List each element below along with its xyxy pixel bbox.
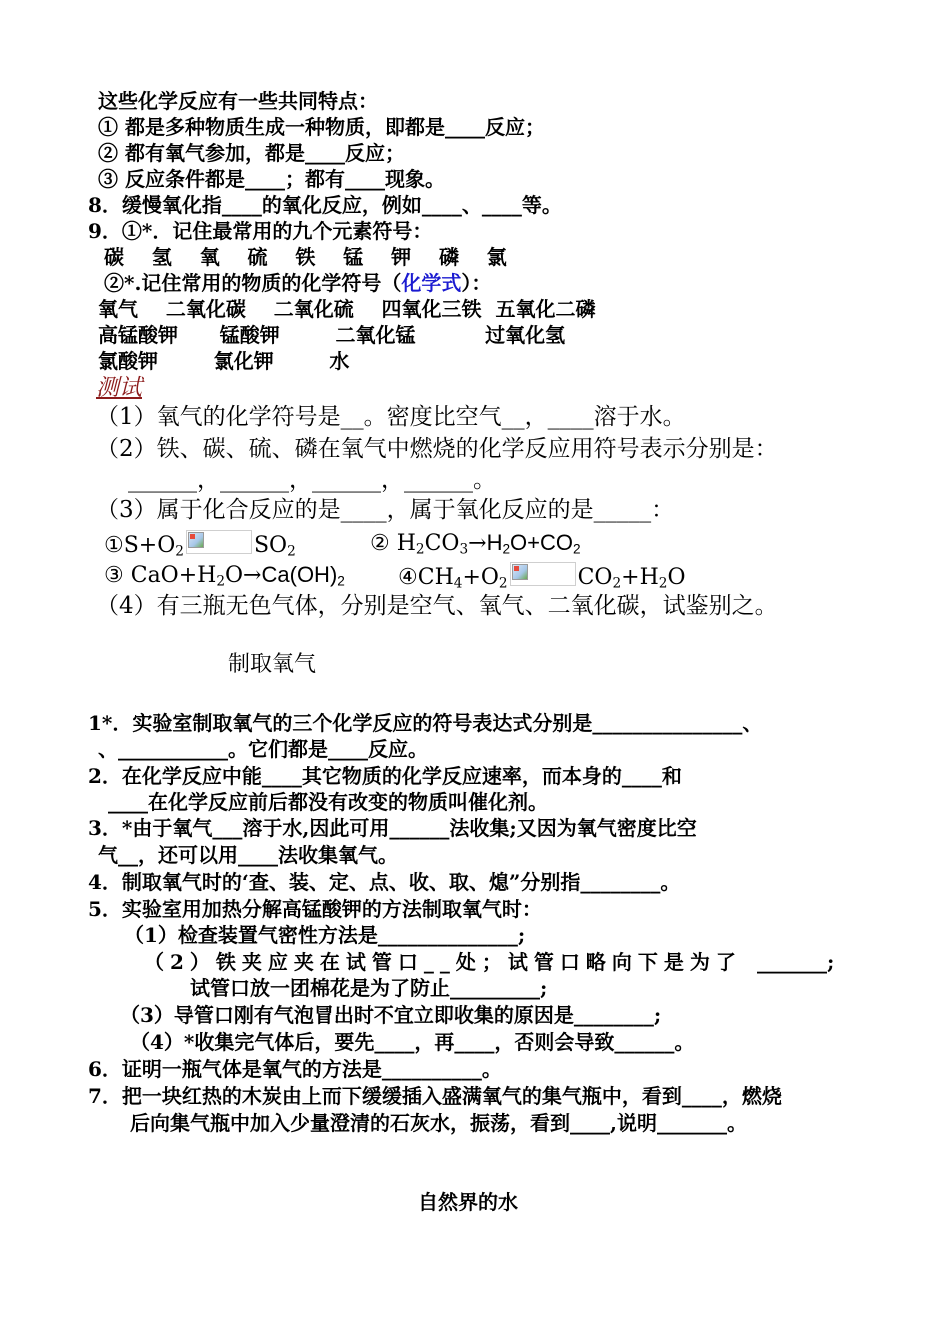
text-span: ①	[104, 533, 124, 558]
subscript: 2	[502, 541, 511, 557]
formula-heading	[104, 272, 491, 295]
text-span: CaO+H	[130, 563, 217, 588]
subscript: 2	[612, 575, 622, 592]
prep-question-2-cont: ____在化学反应前后都没有改变的物质叫催化剂。	[108, 790, 548, 814]
subscript: 2	[216, 573, 226, 590]
reaction-condition-image	[186, 530, 252, 554]
prep-question-1-cont: 、___________。它们都是____反应。	[98, 737, 428, 761]
text-line: ③ 反应条件都是____；都有____现象。	[98, 167, 445, 191]
text-span: H	[396, 531, 416, 556]
text-span: ②*.记住常用的物质的化学符号（	[104, 271, 402, 295]
prep-question-5-2-blank: _______;	[757, 950, 835, 974]
subscript: 4	[453, 575, 463, 592]
text-line: 这些化学反应有一些共同特点：	[98, 89, 378, 113]
test-question-2: （2）铁、碳、硫、磷在氧气中燃烧的化学反应用符号表示分别是：	[96, 436, 778, 462]
subscript: 3	[459, 541, 469, 558]
substance-list: 氯酸钾 氯化钾 水	[98, 349, 350, 373]
equation-4	[398, 562, 685, 592]
substance-list: 氧气 二氧化碳 二氧化硫 四氧化三铁 五氧化二磷	[98, 297, 596, 321]
prep-question-5: 5．实验室用加热分解高锰酸钾的方法制取氧气时：	[88, 897, 542, 921]
test-heading: 测试	[96, 375, 142, 401]
text-span: +H	[621, 565, 659, 590]
text-span: H	[486, 530, 503, 555]
equation-1	[104, 530, 296, 560]
prep-question-5-3: （3）导管口刚有气泡冒出时不宜立即收集的原因是________;	[120, 1003, 662, 1027]
prep-question-7-cont: 后向集气瓶中加入少量澄清的石灰水，振荡，看到____,说明_______。	[130, 1111, 747, 1135]
broken-image-icon	[188, 532, 204, 548]
test-question-3: （3）属于化合反应的是____，属于氧化反应的是_____：	[96, 497, 675, 523]
substance-list: 高锰酸钾 锰酸钾 二氧化锰 过氧化氢	[98, 323, 566, 347]
text-span: S+O	[123, 533, 176, 558]
test-question-1: （1）氧气的化学符号是__。密度比空气__，____溶于水。	[96, 404, 686, 430]
text-span: O+CO	[510, 530, 574, 555]
test-question-2-blanks: ______，______，______，______。	[128, 467, 496, 493]
prep-question-5-1: （1）检查装置气密性方法是______________;	[124, 923, 526, 947]
text-span: CH	[417, 565, 454, 590]
prep-question-4: 4．制取氧气时的‘查、装、定、点、收、取、熄”分别指________。	[88, 870, 681, 894]
subscript: 2	[573, 541, 581, 557]
prep-question-6: 6．证明一瓶气体是氧气的方法是__________。	[88, 1057, 502, 1081]
text-span: CO	[577, 565, 613, 590]
prep-question-1: 1*．实验室制取氧气的三个化学反应的符号表达式分别是_______________、	[88, 711, 763, 735]
element-list: 碳 氢 氧 硫 铁 锰 钾 磷 氯	[104, 245, 507, 269]
text-span: ）：	[461, 271, 492, 295]
subscript: 2	[658, 575, 668, 592]
subscript: 2	[415, 541, 425, 558]
equation-3	[104, 562, 345, 590]
text-span: SO	[253, 533, 288, 558]
text-span: ④	[398, 565, 418, 590]
text-span: ③	[104, 563, 124, 588]
text-span: Ca(OH)	[261, 562, 338, 587]
prep-question-5-2-cont: 试管口放一团棉花是为了防止_________;	[190, 976, 548, 1000]
text-span: CO	[424, 531, 460, 556]
text-span: O	[667, 565, 686, 590]
text-line: ① 都是多种物质生成一种物质，即都是____反应；	[98, 115, 545, 139]
broken-image-icon	[512, 564, 528, 580]
arrow: →	[468, 531, 487, 556]
subscript: 2	[175, 543, 184, 560]
prep-question-3-cont: 气__，还可以用____法收集氧气。	[98, 843, 398, 867]
section-title-natural-water: 自然界的水	[418, 1190, 518, 1214]
subscript: 2	[498, 575, 508, 592]
prep-question-3: 3．*由于氧气___溶于水,因此可用______法收集;又因为氧气密度比空	[88, 816, 697, 840]
equation-2	[370, 530, 581, 558]
question-8: 8．缓慢氧化指____的氧化反应，例如____、____等。	[88, 193, 562, 217]
prep-question-5-2: （2）铁夹应夹在试管口__处；试管口略向下是为了	[144, 950, 742, 974]
text-span: +O	[462, 565, 499, 590]
prep-question-5-4: （4）*收集完气体后，要先____，再____，否则会导致______。	[130, 1030, 695, 1054]
text-line: ② 都有氧气参加，都是____反应；	[98, 141, 405, 165]
prep-question-2: 2．在化学反应中能____其它物质的化学反应速率，而本身的____和	[88, 764, 682, 788]
test-question-4: （4）有三瓶无色气体，分别是空气、氧气、二氧化碳，试鉴别之。	[96, 593, 778, 619]
reaction-condition-image	[510, 562, 576, 586]
question-9: 9．①*．记住最常用的九个元素符号：	[88, 219, 433, 243]
prep-question-7: 7．把一块红热的木炭由上而下缓缓插入盛满氧气的集气瓶中，看到____，燃烧	[88, 1084, 782, 1108]
highlight-term: 化学式	[401, 271, 462, 295]
section-title-oxygen-preparation: 制取氧气	[228, 652, 317, 677]
subscript: 2	[287, 543, 296, 560]
text-span: O→	[225, 563, 262, 588]
text-span: ②	[370, 531, 390, 556]
subscript: 2	[337, 573, 345, 589]
